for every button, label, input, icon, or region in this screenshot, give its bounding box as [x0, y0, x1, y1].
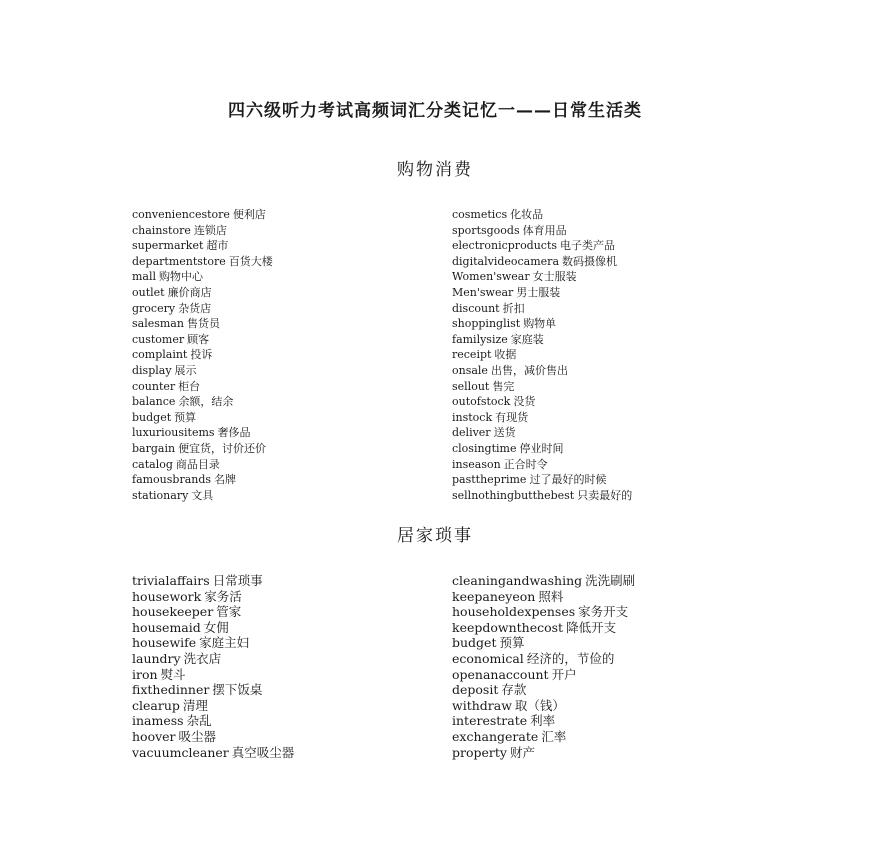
- vocab-entry: [452, 745, 635, 761]
- vocab-term: catalog: [132, 457, 173, 471]
- vocab-meaning: 只卖最好的: [577, 488, 633, 502]
- vocab-entry: [452, 457, 632, 473]
- vocab-entry: [452, 425, 632, 441]
- vocab-term: Women'swear: [452, 270, 530, 284]
- vocab-term: shoppinglist: [452, 317, 521, 331]
- vocab-term: familysize: [452, 332, 508, 346]
- vocab-entry: [452, 667, 635, 683]
- vocab-meaning: 顾客: [187, 332, 210, 346]
- vocab-entry: [132, 713, 294, 729]
- vocab-term: housemaid: [132, 619, 201, 635]
- vocab-entry: [132, 457, 273, 473]
- vocab-term: Men'swear: [452, 285, 514, 299]
- vocab-term: outlet: [132, 285, 165, 299]
- vocab-meaning: 洗衣店: [183, 650, 222, 666]
- vocab-meaning: 百货大楼: [228, 254, 273, 268]
- section-heading-household: 居家琐事: [397, 526, 473, 546]
- vocab-meaning: 预算: [499, 635, 525, 651]
- vocab-term: withdraw: [452, 697, 512, 713]
- vocab-entry: [132, 254, 273, 270]
- vocab-term: onsale: [452, 363, 488, 377]
- vocab-entry: [452, 223, 632, 239]
- vocab-entry: [452, 713, 635, 729]
- vocab-meaning: 吸尘器: [178, 728, 217, 744]
- vocab-term: budget: [452, 635, 497, 651]
- vocab-term: closingtime: [452, 441, 517, 455]
- vocab-meaning: 没货: [513, 395, 536, 409]
- vocab-term: exchangerate: [452, 728, 539, 744]
- vocab-entry: [452, 573, 635, 589]
- vocab-meaning: 熨斗: [160, 666, 186, 682]
- vocab-term: complaint: [132, 348, 188, 362]
- vocab-term: electronicproducts: [452, 239, 558, 253]
- vocab-term: housewife: [132, 635, 197, 651]
- vocab-term: departmentstore: [132, 254, 226, 268]
- vocab-meaning: 奢侈品: [217, 426, 251, 440]
- vocab-meaning: 连锁店: [193, 223, 227, 237]
- vocab-entry: [132, 410, 273, 426]
- vocab-entry: [132, 316, 273, 332]
- vocab-meaning: 家务开支: [578, 604, 629, 620]
- vocab-meaning: 体育用品: [522, 223, 567, 237]
- vocab-entry: [452, 635, 635, 651]
- vocab-entry: [132, 207, 273, 223]
- vocab-entry: [452, 604, 635, 620]
- section-heading-shopping: 购物消费: [397, 160, 473, 180]
- vocab-entry: [132, 745, 294, 761]
- vocab-term: luxuriousitems: [132, 426, 215, 440]
- vocab-entry: [452, 316, 632, 332]
- vocab-term: trivialaffairs: [132, 573, 210, 588]
- household-terms-right: [452, 573, 635, 760]
- vocab-term: sellout: [452, 379, 490, 393]
- vocab-entry: [132, 379, 273, 395]
- vocab-meaning: 财产: [509, 744, 535, 760]
- vocab-meaning: 家庭主妇: [199, 635, 250, 651]
- vocab-entry: [132, 223, 273, 239]
- vocab-entry: [452, 238, 632, 254]
- vocab-entry: [132, 682, 294, 698]
- vocab-term: salesman: [132, 317, 184, 331]
- vocab-entry: [132, 698, 294, 714]
- vocab-entry: [452, 651, 635, 667]
- vocab-term: counter: [132, 379, 176, 393]
- vocab-meaning: 取（钱）: [514, 697, 565, 713]
- vocab-term: deliver: [452, 426, 491, 440]
- vocab-meaning: 经济的，节俭的: [526, 650, 615, 666]
- vocab-term: iron: [132, 666, 158, 682]
- vocab-entry: [132, 441, 273, 457]
- vocab-term: inamess: [132, 713, 184, 729]
- vocab-meaning: 家务活: [204, 588, 242, 604]
- vocab-entry: [452, 379, 632, 395]
- vocab-term: receipt: [452, 348, 492, 362]
- vocab-meaning: 真空吸尘器: [231, 744, 295, 760]
- vocab-meaning: 送货: [493, 426, 516, 440]
- vocab-meaning: 便利店: [232, 208, 266, 221]
- vocab-term: supermarket: [132, 239, 204, 253]
- vocab-entry: [132, 394, 273, 410]
- vocab-entry: [132, 347, 273, 363]
- vocab-meaning: 杂乱: [186, 713, 212, 729]
- vocab-term: sellnothingbutthebest: [452, 488, 575, 502]
- vocab-term: housekeeper: [132, 604, 214, 620]
- vocab-term: grocery: [132, 301, 176, 315]
- vocab-entry: [132, 472, 273, 488]
- vocab-meaning: 停业时间: [519, 441, 564, 455]
- vocab-meaning: 开户: [551, 666, 577, 682]
- vocab-entry: [132, 651, 294, 667]
- vocab-entry: [452, 729, 635, 745]
- vocab-entry: [132, 285, 273, 301]
- vocab-term: mall: [132, 270, 157, 284]
- vocab-term: bargain: [132, 441, 176, 455]
- vocab-meaning: 售货员: [186, 317, 220, 331]
- vocab-meaning: 清理: [182, 697, 208, 713]
- vocab-entry: [132, 301, 273, 317]
- vocab-entry: [452, 207, 632, 223]
- household-terms-left: [132, 573, 294, 760]
- vocab-entry: [132, 729, 294, 745]
- vocab-entry: [132, 238, 273, 254]
- vocab-term: fixthedinner: [132, 682, 210, 698]
- vocab-entry: [452, 682, 635, 698]
- vocab-entry: [132, 604, 294, 620]
- vocab-meaning: 折扣: [502, 301, 525, 315]
- vocab-term: cosmetics: [452, 208, 508, 221]
- vocab-entry: [452, 285, 632, 301]
- vocab-term: keepaneyeon: [452, 588, 536, 604]
- vocab-meaning: 化妆品: [510, 208, 544, 221]
- vocab-term: inseason: [452, 457, 501, 471]
- vocab-term: property: [452, 744, 507, 760]
- vocab-term: economical: [452, 650, 524, 666]
- page-title: 四六级听力考试高频词汇分类记忆一——日常生活类: [228, 101, 642, 121]
- vocab-meaning: 有现货: [495, 410, 529, 424]
- vocab-meaning: 文具: [191, 488, 214, 502]
- vocab-meaning: 展示: [174, 363, 197, 377]
- vocab-entry: [452, 254, 632, 270]
- vocab-term: discount: [452, 301, 500, 315]
- vocab-meaning: 超市: [206, 239, 229, 253]
- vocab-entry: [452, 301, 632, 317]
- vocab-meaning: 预算: [174, 410, 197, 424]
- vocab-meaning: 廉价商店: [167, 285, 212, 299]
- vocab-entry: [452, 589, 635, 605]
- vocab-meaning: 投诉: [190, 348, 213, 362]
- vocab-entry: [132, 635, 294, 651]
- vocab-entry: [132, 363, 273, 379]
- vocab-meaning: 男士服装: [516, 285, 561, 299]
- vocab-entry: [452, 620, 635, 636]
- vocab-entry: [132, 269, 273, 285]
- vocab-meaning: 家庭装: [510, 332, 544, 346]
- vocab-meaning: 利率: [530, 713, 556, 729]
- vocab-term: housework: [132, 588, 202, 604]
- vocab-term: balance: [132, 395, 176, 409]
- vocab-term: keepdownthecost: [452, 619, 564, 635]
- vocab-term: pasttheprime: [452, 473, 527, 487]
- vocab-meaning: 出售，减价售出: [490, 363, 568, 377]
- vocab-entry: [452, 269, 632, 285]
- vocab-entry: [132, 425, 273, 441]
- vocab-term: outofstock: [452, 395, 511, 409]
- vocab-meaning: 洗洗刷刷: [585, 573, 636, 588]
- vocab-meaning: 名牌: [214, 473, 237, 487]
- vocab-meaning: 数码摄像机: [562, 254, 617, 268]
- vocab-term: sportsgoods: [452, 223, 520, 237]
- vocab-meaning: 降低开支: [566, 619, 617, 635]
- vocab-meaning: 正合时令: [503, 457, 548, 471]
- vocab-term: clearup: [132, 697, 180, 713]
- vocab-meaning: 女佣: [203, 619, 229, 635]
- vocab-meaning: 柜台: [178, 379, 201, 393]
- vocab-meaning: 电子类产品: [560, 239, 616, 253]
- vocab-meaning: 售完: [492, 379, 515, 393]
- vocab-term: householdexpenses: [452, 604, 576, 620]
- shopping-terms-left: [132, 207, 273, 503]
- vocab-entry: [452, 698, 635, 714]
- vocab-term: laundry: [132, 650, 181, 666]
- vocab-term: vacuumcleaner: [132, 744, 229, 760]
- vocab-term: cleaningandwashing: [452, 573, 583, 588]
- vocab-entry: [452, 441, 632, 457]
- vocab-meaning: 便宜货，讨价还价: [178, 441, 267, 455]
- vocab-term: digitalvideocamera: [452, 254, 559, 268]
- vocab-meaning: 购物中心: [159, 270, 204, 284]
- vocab-term: instock: [452, 410, 493, 424]
- vocab-term: hoover: [132, 728, 176, 744]
- vocab-entry: [132, 488, 273, 504]
- vocab-entry: [132, 589, 294, 605]
- vocab-term: display: [132, 363, 172, 377]
- vocab-entry: [452, 394, 632, 410]
- vocab-entry: [452, 472, 632, 488]
- vocab-term: interestrate: [452, 713, 528, 729]
- vocab-term: stationary: [132, 488, 189, 502]
- vocab-entry: [452, 363, 632, 379]
- vocab-meaning: 管家: [216, 604, 242, 620]
- vocab-meaning: 过了最好的时候: [529, 473, 607, 487]
- vocab-term: customer: [132, 332, 185, 346]
- vocab-meaning: 存款: [501, 682, 527, 698]
- vocab-entry: [132, 620, 294, 636]
- vocab-entry: [452, 347, 632, 363]
- vocab-term: openanaccount: [452, 666, 549, 682]
- vocab-term: conveniencestore: [132, 208, 230, 221]
- vocab-meaning: 女士服装: [532, 270, 577, 284]
- vocab-meaning: 汇率: [541, 728, 567, 744]
- vocab-term: budget: [132, 410, 172, 424]
- vocab-meaning: 杂货店: [178, 301, 212, 315]
- vocab-term: chainstore: [132, 223, 191, 237]
- vocab-meaning: 照料: [538, 588, 564, 604]
- shopping-terms-right: [452, 207, 632, 503]
- vocab-term: famousbrands: [132, 473, 212, 487]
- vocab-meaning: 余额，结余: [178, 395, 234, 409]
- vocab-term: deposit: [452, 682, 499, 698]
- vocab-meaning: 商品目录: [175, 457, 220, 471]
- vocab-meaning: 日常琐事: [212, 573, 263, 588]
- vocab-meaning: 收据: [494, 348, 517, 362]
- vocab-entry: [132, 332, 273, 348]
- vocab-meaning: 购物单: [523, 317, 557, 331]
- vocab-entry: [452, 332, 632, 348]
- vocab-entry: [132, 667, 294, 683]
- vocab-entry: [452, 488, 632, 504]
- vocab-entry: [452, 410, 632, 426]
- vocab-meaning: 摆下饭桌: [212, 682, 263, 698]
- vocab-entry: [132, 573, 294, 589]
